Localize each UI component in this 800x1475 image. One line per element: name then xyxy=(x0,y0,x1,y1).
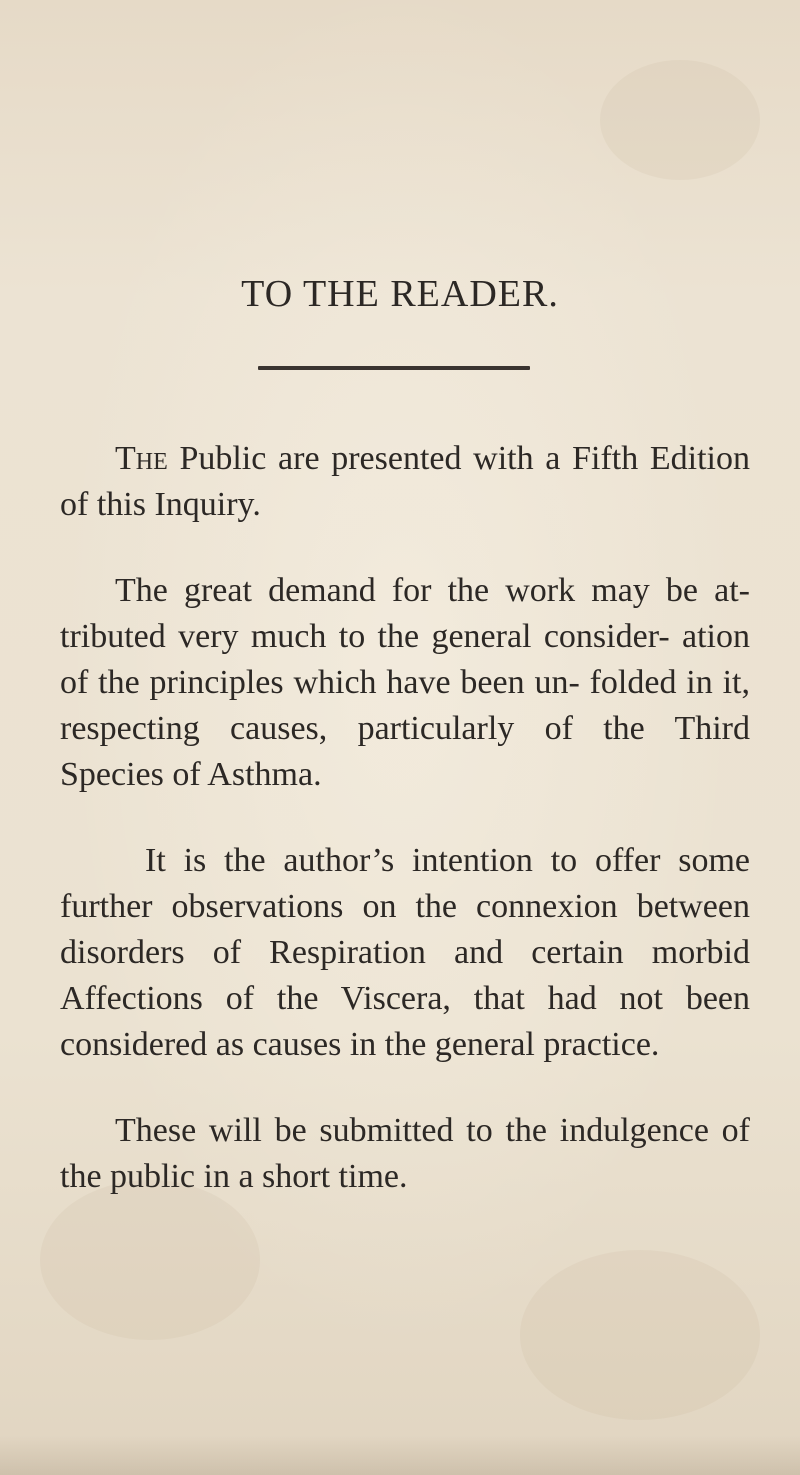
page-bottom-edge xyxy=(0,1435,800,1475)
page-title: TO THE READER. xyxy=(241,273,559,315)
body-text xyxy=(60,436,750,1200)
paragraph-1 xyxy=(60,436,750,528)
paragraph-text: Public are presented with a Fifth Edition of this Inquiry. xyxy=(60,440,750,523)
paper-stain xyxy=(520,1250,760,1420)
paper-stain xyxy=(600,60,760,180)
paragraph-3: It is the author’s intention to offer some further observations on the connexion between disorders of Respiration and certain morbid Affections of the Viscera, that had not been considered as causes in the general practice. xyxy=(60,842,750,1063)
paragraph-lead-word: The xyxy=(115,440,168,477)
paper-stain xyxy=(40,1180,260,1340)
paragraph-4: These will be submitted to the indulgence of the public in a short time. xyxy=(60,1112,750,1195)
title-divider-rule xyxy=(258,366,530,370)
paragraph-2: The great demand for the work may be at- tributed very much to the general consider- ation of the principles which have been un- folded in it, respecting causes, particularly of the Third Species of Asthma. xyxy=(60,572,750,793)
